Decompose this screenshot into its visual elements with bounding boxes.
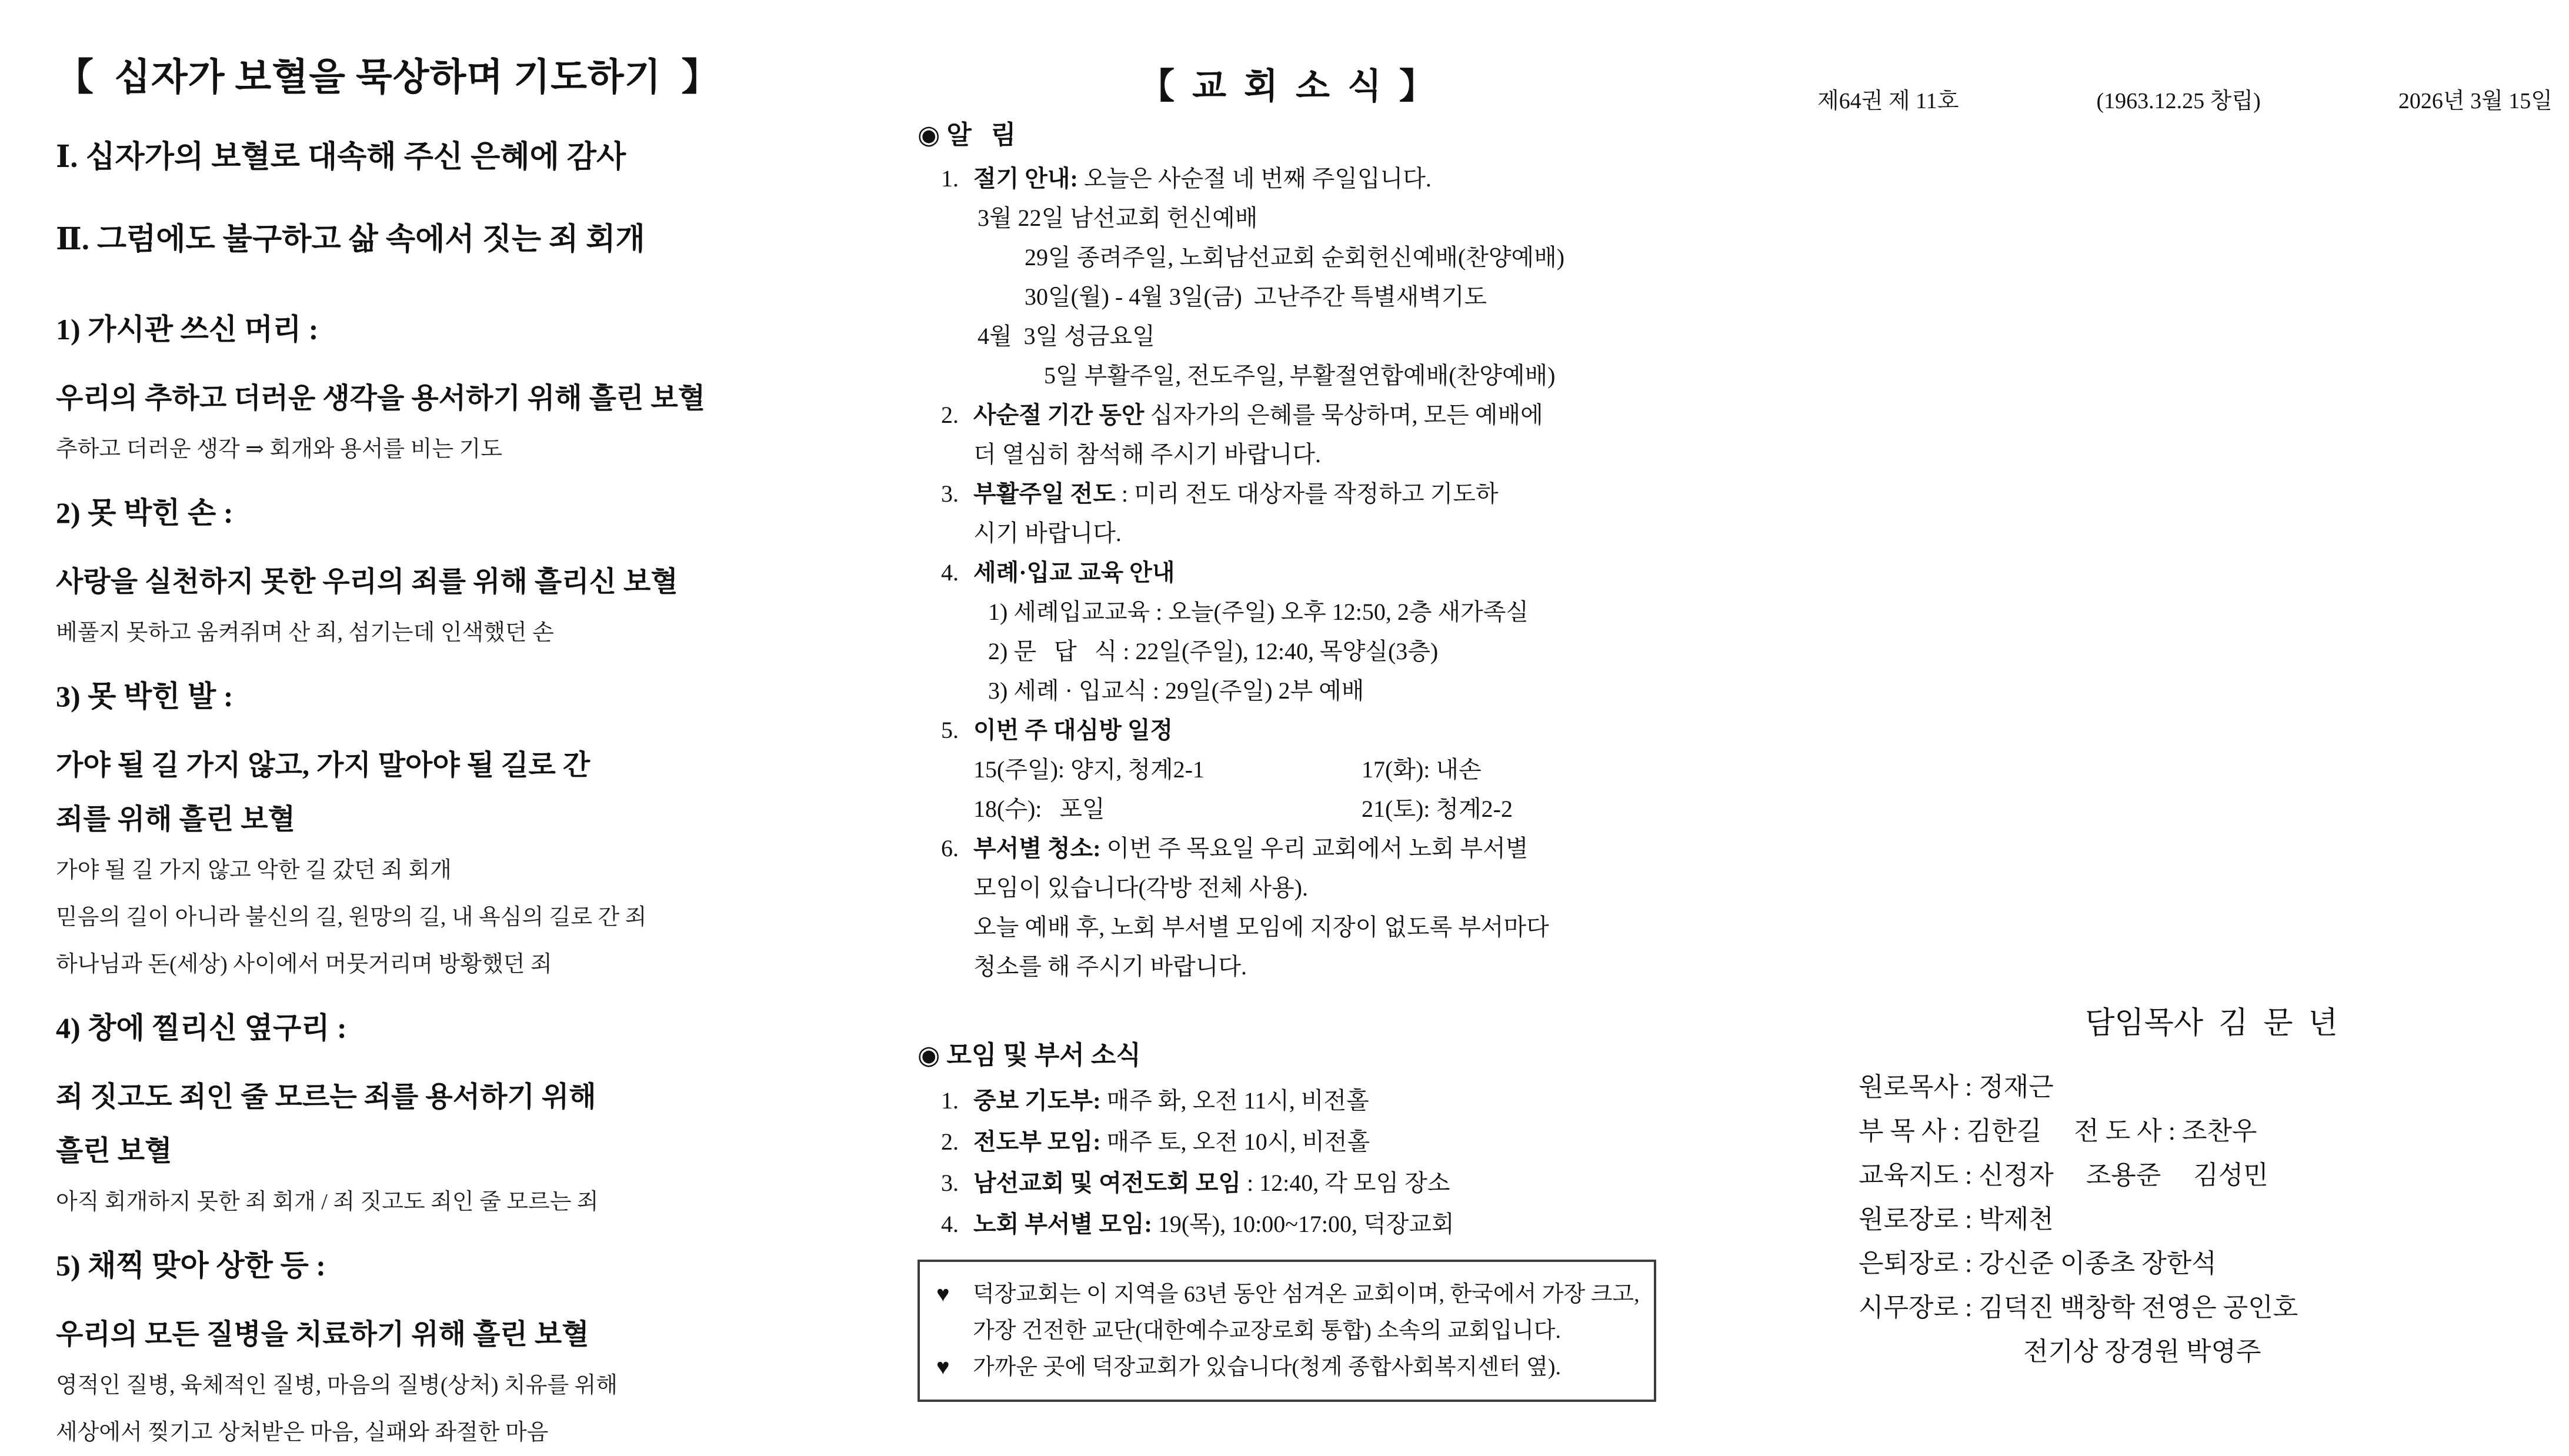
intro-continuation: 가장 건전한 교단(대한예수교장로회 통합) 소속의 교회입니다.	[973, 1318, 1562, 1343]
visitation-schedule-row	[918, 750, 1656, 789]
announcement-line	[918, 710, 1656, 750]
section-body-line: 우리의 추하고 더러운 생각을 용서하기 위해 흘린 보혈	[56, 383, 706, 414]
item-label: 절기 안내:	[973, 165, 1078, 192]
item-label: 노회 부서별 모임:	[973, 1211, 1152, 1237]
item-number: 5.	[941, 717, 959, 743]
section-body-line: 우리의 모든 질병을 치료하기 위해 흘린 보혈	[56, 1319, 589, 1350]
meditation-column	[56, 56, 815, 1456]
announcement-line	[918, 553, 1656, 592]
item-label: 사순절 기간 동안	[973, 402, 1145, 428]
item-number: 6.	[941, 835, 959, 861]
item-text: : 12:40, 각 모임 장소	[1241, 1170, 1450, 1196]
notice-section-heading	[918, 120, 1656, 151]
item-label: 이번 주 대심방 일정	[973, 717, 1173, 743]
announcement-line	[918, 395, 1656, 435]
section-note-line: 세상에서 찢기고 상처받은 마음, 실패와 좌절한 마음	[56, 1420, 549, 1445]
intro-line	[936, 1276, 1640, 1313]
schedule-cell: 15(주일): 양지, 청계2-1	[973, 756, 1205, 783]
item-text: 오늘은 사순절 네 번째 주일입니다.	[1077, 165, 1432, 192]
announcement-subline: 30일(월) - 4월 3일(금) 고난주간 특별새벽기도	[1025, 283, 1487, 310]
staff-list	[1859, 1065, 2564, 1374]
item-number: 3.	[941, 1170, 959, 1196]
dept-line	[918, 1204, 1656, 1245]
church-news-title: 【 교 회 소 식 】	[1139, 67, 1434, 106]
roman-point-1: Ⅰ. 십자가의 보혈로 대속해 주신 은혜에 감사	[56, 141, 626, 174]
announcement-line	[918, 474, 1656, 513]
section-note-line: 베풀지 못하고 움켜쥐며 산 죄, 섬기는데 인색했던 손	[56, 620, 554, 645]
item-number: 3.	[941, 480, 959, 507]
masthead-volume: 제64권 제 11호	[1817, 89, 1959, 113]
item-label: 전도부 모임:	[973, 1128, 1101, 1155]
announcement-subline: 3) 세례 · 입교식 : 29일(주일) 2부 예배	[988, 677, 1364, 704]
section-body-line: 사랑을 실천하지 못한 우리의 죄를 위해 흘리신 보혈	[56, 566, 678, 597]
meditation-section-4	[56, 1013, 815, 1225]
intro-text: 가까운 곳에 덕장교회가 있습니다(청계 종합사회복지센터 옆).	[973, 1355, 1562, 1380]
item-label: 남선교회 및 여전도회 모임	[973, 1170, 1242, 1196]
bullseye-icon: ◉	[918, 1041, 940, 1070]
heart-icon: ♥	[936, 1282, 950, 1307]
section-heading: 5) 채찍 맞아 상한 등 :	[56, 1249, 326, 1282]
dept-line	[918, 1163, 1656, 1204]
item-text: 십자가의 은혜를 묵상하며, 모든 예배에	[1144, 402, 1543, 428]
item-text: : 미리 전도 대상자를 작정하고 기도하	[1115, 480, 1499, 507]
church-intro-box	[918, 1260, 1656, 1402]
announcement-list	[918, 159, 1656, 986]
staff-line: 원로장로 : 박제천	[1859, 1205, 2054, 1234]
schedule-cell: 18(수): 포일	[973, 796, 1105, 822]
staff-line: 교육지도 : 신정자 조용준 김성민	[1859, 1161, 2268, 1190]
masthead-founded: (1963.12.25 창립)	[2096, 89, 2261, 113]
notice-heading-label: 알 림	[946, 121, 1016, 149]
announcement-subline: 1) 세례입교교육 : 오늘(주일) 오후 12:50, 2층 새가족실	[988, 599, 1529, 625]
announcement-subline: 5일 부활주일, 전도주일, 부활절연합예배(찬양예배)	[1044, 362, 1556, 389]
item-number: 1.	[941, 165, 959, 192]
staff-line: 시무장로 : 김덕진 백창학 전영은 공인호	[1859, 1293, 2298, 1322]
staff-line: 원로목사 : 정재근	[1859, 1073, 2054, 1101]
section-note-line: 하나님과 돈(세상) 사이에서 머뭇거리며 방황했던 죄	[56, 952, 552, 977]
item-text: 이번 주 목요일 우리 교회에서 노회 부서별	[1100, 835, 1529, 861]
announcement-continuation: 청소를 해 주시기 바랍니다.	[973, 953, 1247, 980]
section-note-line: 믿음의 길이 아니라 불신의 길, 원망의 길, 내 욕심의 길로 간 죄	[56, 905, 647, 930]
heart-icon: ♥	[936, 1355, 950, 1380]
dept-line	[918, 1121, 1656, 1163]
item-label: 세례·입교 교육 안내	[973, 559, 1175, 586]
item-label: 중보 기도부:	[973, 1087, 1101, 1114]
section-heading: 1) 가시관 쓰신 머리 :	[56, 313, 319, 346]
section-body-line: 죄를 위해 흘린 보혈	[56, 804, 295, 835]
item-text: 매주 토, 오전 10시, 비전홀	[1100, 1128, 1370, 1155]
visitation-schedule-row	[918, 789, 1656, 829]
item-number: 4.	[941, 1211, 959, 1237]
masthead-date: 2026년 3월 15일	[2398, 89, 2553, 113]
announcement-subline: 4월 3일 성금요일	[977, 323, 1155, 349]
dept-line	[918, 1080, 1656, 1121]
announcement-subline: 3월 22일 남선교회 헌신예배	[977, 205, 1258, 231]
item-number: 1.	[941, 1087, 959, 1114]
announcement-subline: 2) 문 답 식 : 22일(주일), 12:40, 목양실(3층)	[988, 638, 1439, 664]
staff-line: 은퇴장로 : 강신준 이종초 장한석	[1859, 1249, 2217, 1278]
meditation-title: 【 십자가 보혈을 묵상하며 기도하기 】	[56, 56, 720, 98]
announcement-line	[918, 159, 1656, 198]
dept-heading-label: 모임 및 부서 소식	[946, 1041, 1141, 1070]
section-body-line: 흘린 보혈	[56, 1136, 172, 1167]
item-number: 2.	[941, 402, 959, 428]
section-body-line: 가야 될 길 가지 않고, 가지 말아야 될 길로 간	[56, 750, 590, 781]
staff-block	[1859, 1008, 2564, 1374]
item-text: 매주 화, 오전 11시, 비전홀	[1100, 1087, 1369, 1114]
section-note-line: 가야 될 길 가지 않고 악한 길 갔던 죄 회개	[56, 858, 452, 883]
meditation-section-3	[56, 681, 815, 988]
item-label: 부활주일 전도	[973, 480, 1116, 507]
meditation-section-2	[56, 497, 815, 656]
intro-line	[936, 1349, 1637, 1385]
roman-point-2: Ⅱ. 그럼에도 불구하고 삶 속에서 짓는 죄 회개	[56, 223, 645, 256]
section-note-line: 추하고 더러운 생각 ⇒ 회개와 용서를 비는 기도	[56, 437, 503, 462]
section-heading: 4) 창에 찔리신 옆구리 :	[56, 1011, 347, 1044]
announcement-continuation: 오늘 예배 후, 노회 부서별 모임에 지장이 없도록 부서마다	[973, 914, 1549, 940]
meditation-section-5	[56, 1250, 815, 1456]
section-heading: 2) 못 박힌 손 :	[56, 496, 233, 529]
senior-pastor-line: 담임목사 김 문 년	[2085, 1007, 2338, 1040]
masthead	[1817, 88, 2553, 115]
announcement-continuation: 모임이 있습니다(각방 전체 사용).	[973, 874, 1308, 901]
announcement-continuation: 시기 바랍니다.	[973, 520, 1122, 546]
item-number: 2.	[941, 1128, 959, 1155]
section-heading: 3) 못 박힌 발 :	[56, 680, 233, 713]
meditation-section-1	[56, 314, 815, 473]
item-number: 4.	[941, 559, 959, 586]
announcement-subline: 29일 종려주일, 노회남선교회 순회헌신예배(찬양예배)	[1025, 244, 1565, 271]
announcement-continuation: 더 열심히 참석해 주시기 바랍니다.	[973, 441, 1321, 467]
staff-line: 전기상 장경원 박영주	[2023, 1337, 2261, 1366]
schedule-cell: 17(화): 내손	[1362, 756, 1482, 783]
section-note-line: 아직 회개하지 못한 죄 회개 / 죄 짓고도 죄인 줄 모르는 죄	[56, 1190, 599, 1214]
section-body-line: 죄 짓고도 죄인 줄 모르는 죄를 용서하기 위해	[56, 1081, 596, 1113]
dept-list	[918, 1080, 1656, 1245]
announcement-line	[918, 829, 1656, 868]
bullseye-icon: ◉	[918, 121, 940, 149]
section-note-line: 영적인 질병, 육체적인 질병, 마음의 질병(상처) 치유를 위해	[56, 1373, 618, 1398]
item-label: 부서별 청소:	[973, 835, 1101, 861]
item-text: 19(목), 10:00~17:00, 덕장교회	[1152, 1211, 1454, 1237]
schedule-cell: 21(토): 청계2-2	[1362, 796, 1513, 822]
dept-section-heading	[918, 1040, 1656, 1071]
intro-text: 덕장교회는 이 지역을 63년 동안 섬겨온 교회이며, 한국에서 가장 크고,	[973, 1282, 1640, 1307]
staff-line: 부 목 사 : 김한길 전 도 사 : 조찬우	[1859, 1117, 2257, 1146]
church-news-column	[918, 66, 1656, 1402]
